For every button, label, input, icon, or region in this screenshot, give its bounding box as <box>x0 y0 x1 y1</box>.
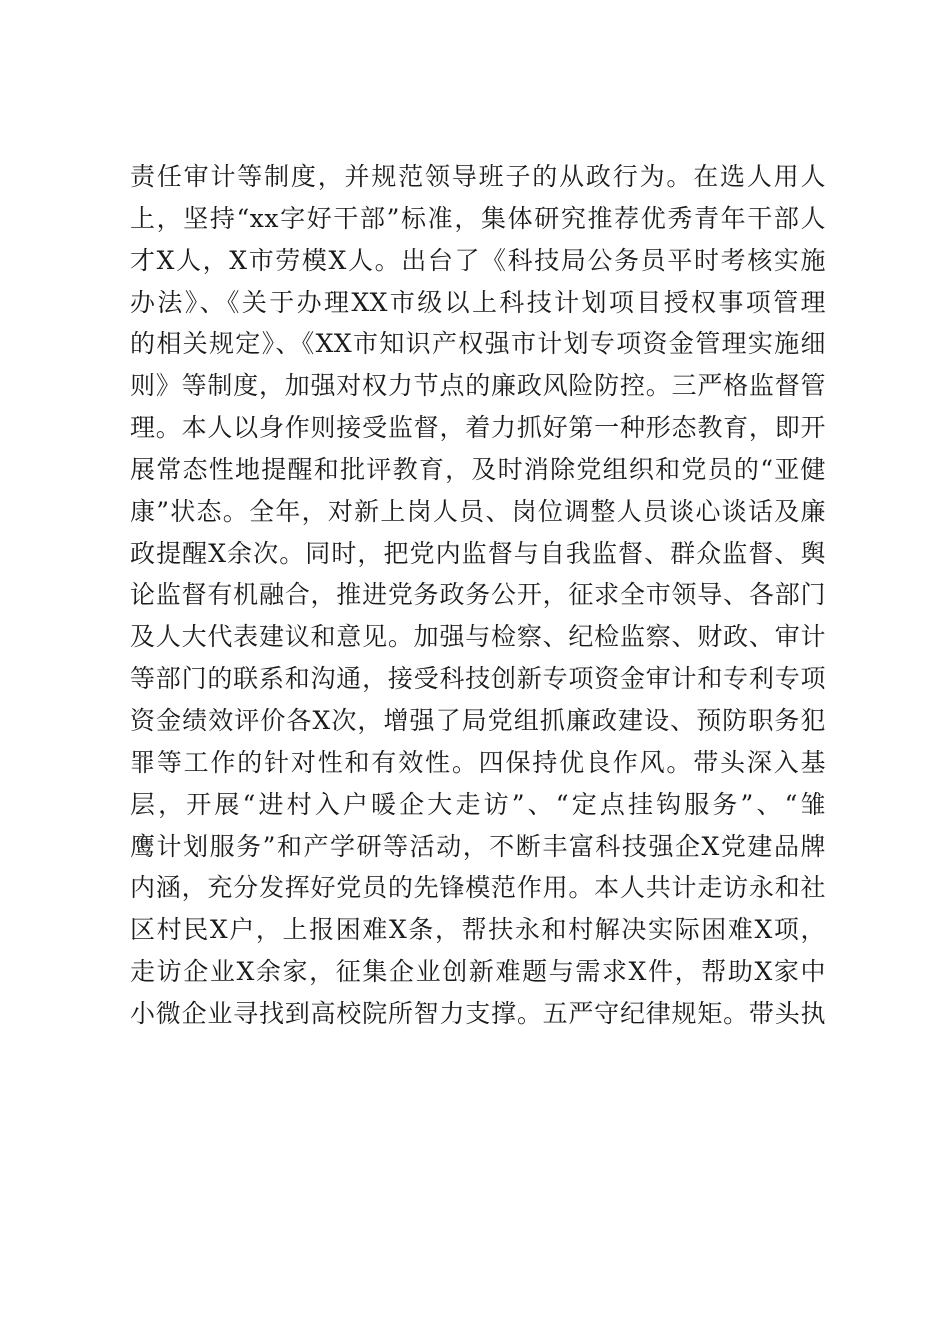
text-line: 才X人，X市劳模X人。出台了《科技局公务员平时考核实施 <box>130 245 826 275</box>
text-line: 理。本人以身作则接受监督，着力抓好第一种形态教育，即开 <box>130 413 826 443</box>
body-paragraph <box>130 156 826 1035</box>
text-line: 走访企业X余家，征集企业创新难题与需求X件，帮助X家中 <box>130 957 826 987</box>
text-line: 资金绩效评价各X次，增强了局党组抓廉政建设、预防职务犯 <box>130 705 826 735</box>
text-line: 的相关规定》、《XX市知识产权强市计划专项资金管理实施细 <box>130 329 826 359</box>
text-line: 康”状态。全年，对新上岗人员、岗位调整人员谈心谈话及廉 <box>130 496 826 526</box>
text-line: 论监督有机融合，推进党务政务公开，征求全市领导、各部门 <box>130 580 826 610</box>
text-line: 展常态性地提醒和批评教育，及时消除党组织和党员的“亚健 <box>130 454 826 484</box>
text-line: 上，坚持“xx字好干部”标准，集体研究推荐优秀青年干部人 <box>130 203 826 233</box>
text-line: 罪等工作的针对性和有效性。四保持优良作风。带头深入基 <box>130 747 826 777</box>
text-line: 区村民X户，上报困难X条，帮扶永和村解决实际困难X项， <box>130 915 826 945</box>
text-line: 办法》、《关于办理XX市级以上科技计划项目授权事项管理 <box>130 287 826 317</box>
text-line: 则》等制度，加强对权力节点的廉政风险防控。三严格监督管 <box>130 371 826 401</box>
text-line: 及人大代表建议和意见。加强与检察、纪检监察、财政、审计 <box>130 622 826 652</box>
text-line: 鹰计划服务”和产学研等活动，不断丰富科技强企X党建品牌 <box>130 831 826 861</box>
text-line: 内涵，充分发挥好党员的先锋模范作用。本人共计走访永和社 <box>130 873 826 903</box>
text-line: 层，开展“进村入户暖企大走访”、“定点挂钩服务”、“雏 <box>130 789 826 819</box>
text-line: 责任审计等制度，并规范领导班子的从政行为。在选人用人 <box>130 162 826 191</box>
text-line: 政提醒X余次。同时，把党内监督与自我监督、群众监督、舆 <box>130 538 826 568</box>
text-line: 等部门的联系和沟通，接受科技创新专项资金审计和专利专项 <box>130 664 826 694</box>
text-line: 小微企业寻找到高校院所智力支撑。五严守纪律规矩。带头执 <box>130 998 826 1028</box>
